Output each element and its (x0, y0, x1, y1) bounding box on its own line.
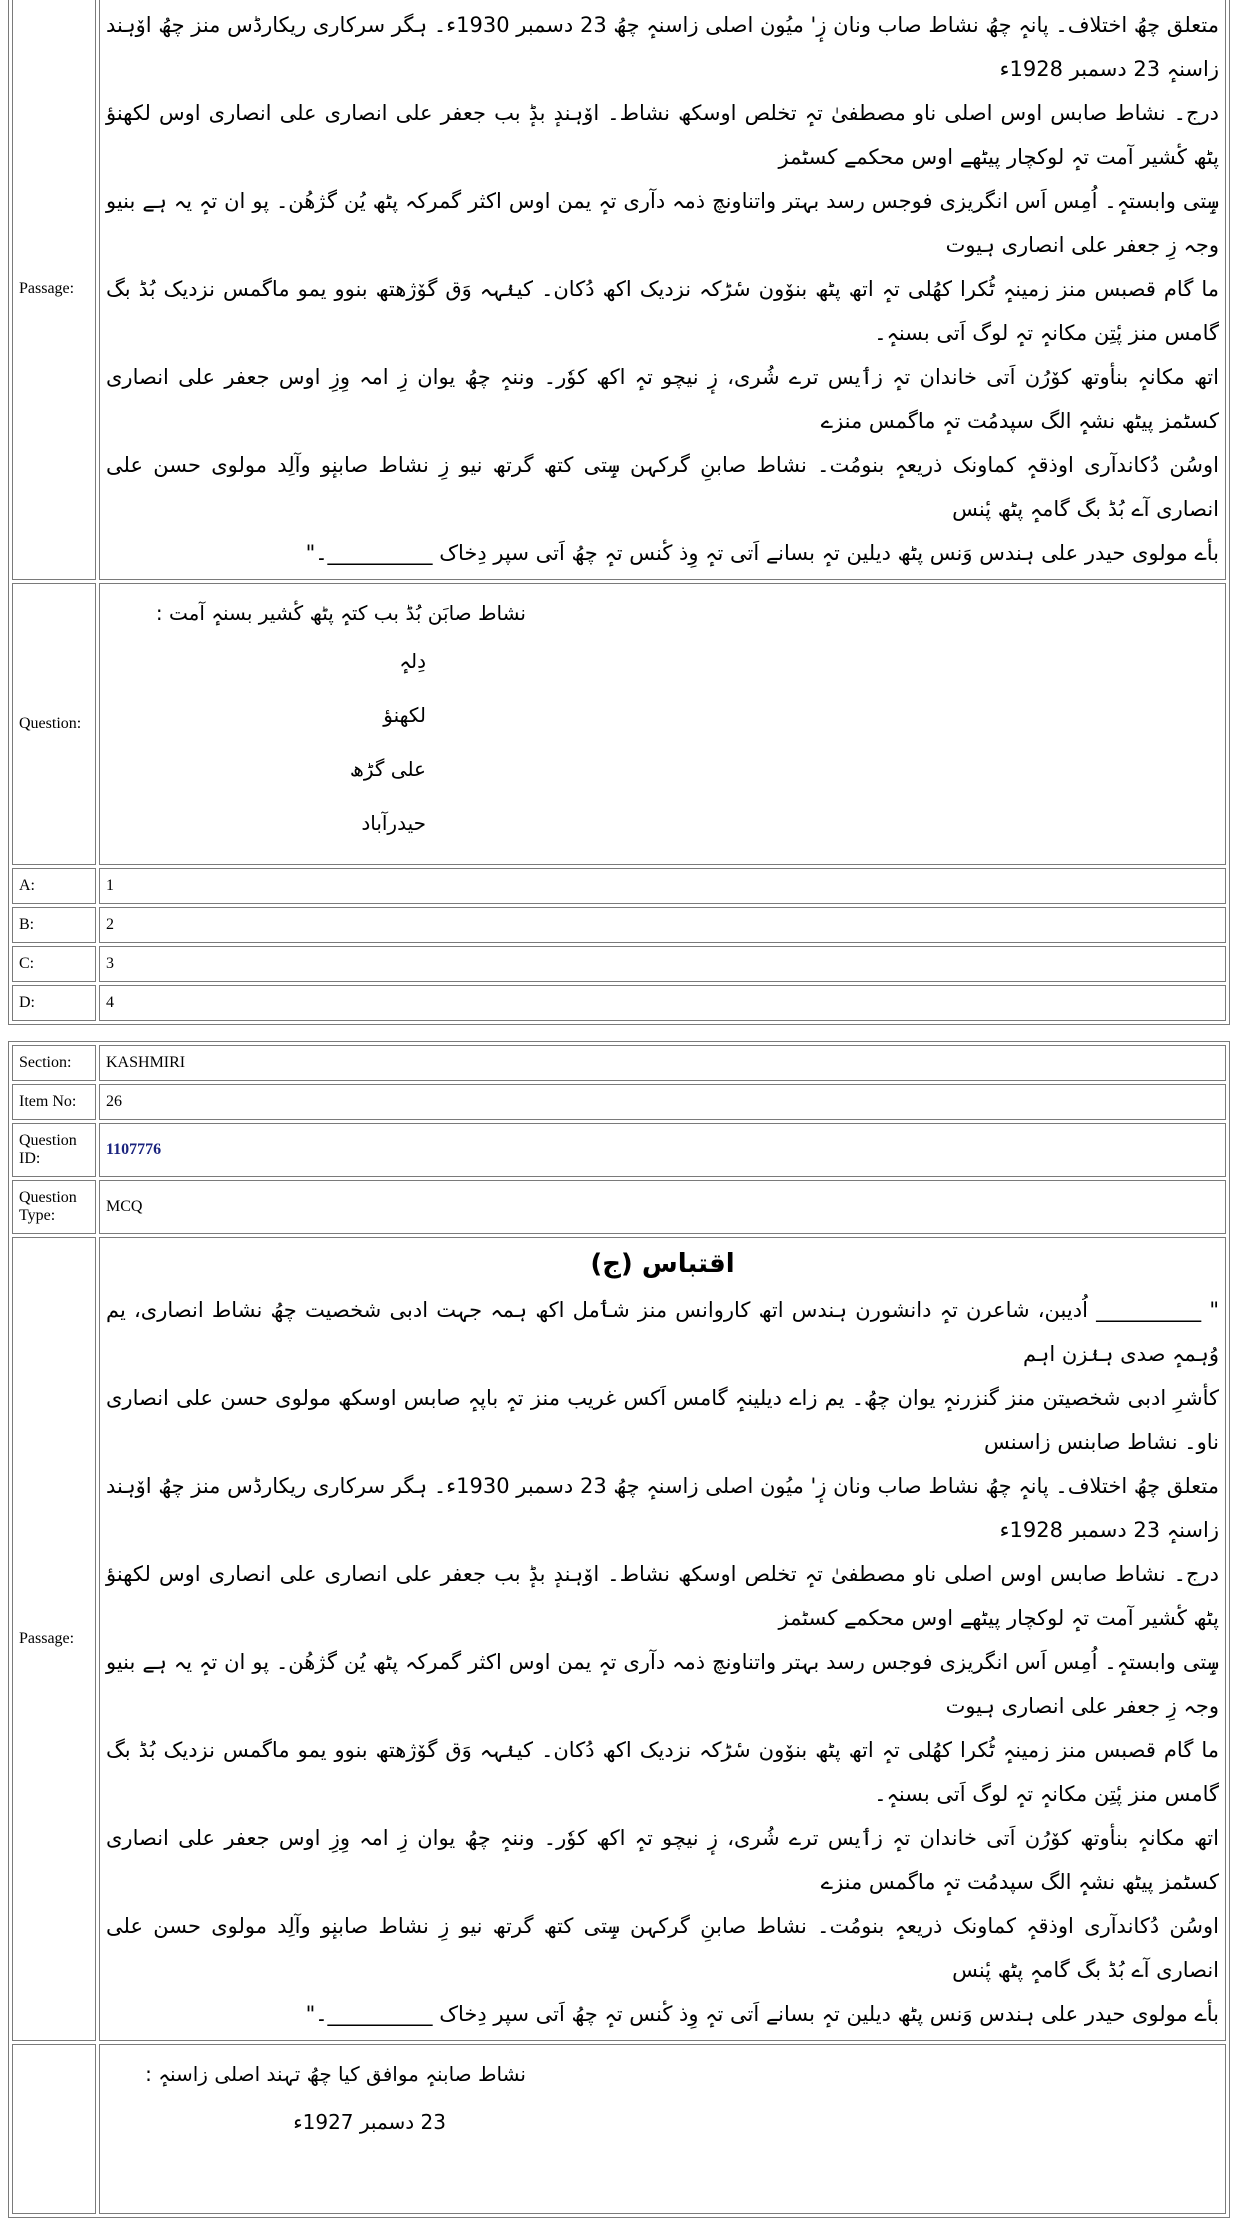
passage-line: بأے مولوی حیدر علی ہندس وَنس پٹھ دیلین تہٕ بسانے اَتی تہٕ وِذ کٔنس تہٕ چھُ اَتی سپر دِخاک __________۔" (305, 2002, 1219, 2026)
question-block-2 (8, 1041, 1230, 2218)
answer-value-c: 3 (99, 946, 1226, 982)
answer-value-b: 2 (99, 907, 1226, 943)
passage-line: درج۔ نشاط صابس اوس اصلی ناو مصطفیٰ تہٕ تخلص اوسکھ نشاط۔ اوٚہندٕ بڈٕ بب جعفر علی انصاری علی انصاری اوس لکھنؤ پٹھ کٔشیر آمت تہٕ لوکچار پیٹھے اوس محکمے کسٹمز (106, 101, 1219, 169)
passage-label: Passage: (12, 1237, 96, 2041)
passage-line: بأے مولوی حیدر علی ہندس وَنس پٹھ دیلین تہٕ بسانے اَتی تہٕ وِذ کٔنس تہٕ چھُ اَتی سپر دِخاک __________۔" (305, 541, 1219, 565)
question-option: 23 دسمبر 1927ء (293, 2110, 446, 2134)
passage-line: " __________ اُدیبن، شاعرن تہٕ دانشورن ہندس اتھ کاروانس منز شٲمل اکھ ہمہ جہت ادبی شخصیت چھُ نشاط انصاری، یم وُہمہٕ صدی ہنٛزن اہم (106, 1298, 1219, 1366)
passage-line: ما گام قصبس منز زمینہٕ ٹُکرا کھُلی تہٕ اتھ پٹھ بنوٚون سٔڑکہ نزدیک اکھ دُکان۔ کینٛہہ وَق گوٚژھتھ بنوو یمو ماگمس نزدیک بُڈ بگ گامس منز پٔتِن مکانہٕ تہٕ لوگ اَتی بسنہٕ۔ (106, 277, 1219, 345)
item-no-row (12, 1084, 1226, 1120)
section-value: KASHMIRI (99, 1045, 1226, 1081)
question-text: نشاط صابنہٕ موافق کیا چھُ تہند اصلی زاسنہٕ : (145, 2062, 526, 2086)
question-label: Question: (12, 583, 96, 865)
passage-line: اوسُن دُکاندآری اوذقہٕ کماونک ذریعہٕ بنومُت۔ نشاط صابنِ گرکہن سٟتی کتھ گرتھ نیو زِ نشاط صابنٕو وآلِد مولوی حسن علی انصاری آے بُڈ بگ گامہٕ پٹھ پٔنس (106, 453, 1219, 521)
question-label-empty (12, 2044, 96, 2214)
answer-row-d (12, 985, 1226, 1021)
document-page (8, 0, 1232, 2218)
item-no-label: Item No: (12, 1084, 96, 1120)
passage-row (12, 0, 1226, 580)
answer-label-a: A: (12, 868, 96, 904)
passage-text (99, 1237, 1226, 2041)
passage-line: درج۔ نشاط صابس اوس اصلی ناو مصطفیٰ تہٕ تخلص اوسکھ نشاط۔ اوٚہندٕ بڈٕ بب جعفر علی انصاری علی انصاری اوس لکھنؤ پٹھ کٔشیر آمت تہٕ لوکچار پیٹھے اوس محکمے کسٹمز (106, 1562, 1219, 1630)
section-label: Section: (12, 1045, 96, 1081)
answer-row-b (12, 907, 1226, 943)
answer-label-d: D: (12, 985, 96, 1021)
question-id-row (12, 1123, 1226, 1177)
question-type-label: Question Type: (12, 1180, 96, 1234)
answer-value-d: 4 (99, 985, 1226, 1021)
question-id-value: 1107776 (99, 1123, 1226, 1177)
passage-line: سٟتی وابستہٕ۔ اُمِس اَس انگریزی فوجس رسد بہتر واتناونچ ذمہ دآری تہٕ یمن اوس اکثر گمرکہ پٹھ یُن گژھُن۔ پو ان تہٕ یہ ہے بنیو وجہ زِ جعفر علی انصاری ہیوت (106, 189, 1219, 257)
question-content (99, 583, 1226, 865)
answer-label-c: C: (12, 946, 96, 982)
answer-row-c (12, 946, 1226, 982)
question-text: نشاط صابَن بُڈ بب کتہٕ پٹھ کٔشیر بسنہٕ آمت : (155, 601, 526, 625)
passage-text (99, 0, 1226, 580)
answer-value-a: 1 (99, 868, 1226, 904)
section-row (12, 1045, 1226, 1081)
passage-line: اوسُن دُکاندآری اوذقہٕ کماونک ذریعہٕ بنومُت۔ نشاط صابنِ گرکہن سٟتی کتھ گرتھ نیو زِ نشاط صابنٕو وآلِد مولوی حسن علی انصاری آے بُڈ بگ گامہٕ پٹھ پٔنس (106, 1914, 1219, 1982)
question-options (106, 2095, 526, 2149)
answer-label-b: B: (12, 907, 96, 943)
question-option: حیدرآباد (361, 811, 426, 835)
passage-line: ما گام قصبس منز زمینہٕ ٹُکرا کھُلی تہٕ اتھ پٹھ بنوٚون سٔڑکہ نزدیک اکھ دُکان۔ کینٛہہ وَق گوٚژھتھ بنوو یمو ماگمس نزدیک بُڈ بگ گامس منز پٔتِن مکانہٕ تہٕ لوگ اَتی بسنہٕ۔ (106, 1738, 1219, 1806)
passage-line: متعلق چھُ اختلاف۔ پانہٕ چھُ نشاط صاب ونان زٕ' میُون اصلی زاسنہٕ چھُ 23 دسمبر 1930ء۔ ہگر سرکاری ریکارڈس منز چھُ اوٚہند زاسنہٕ 23 دسمبر 1928ء (106, 13, 1219, 81)
question-type-value: MCQ (99, 1180, 1226, 1234)
question-block-1 (8, 0, 1230, 1025)
item-no-value: 26 (99, 1084, 1226, 1120)
passage-line: متعلق چھُ اختلاف۔ پانہٕ چھُ نشاط صاب ونان زٕ' میُون اصلی زاسنہٕ چھُ 23 دسمبر 1930ء۔ ہگر سرکاری ریکارڈس منز چھُ اوٚہند زاسنہٕ 23 دسمبر 1928ء (106, 1474, 1219, 1542)
question-option: لکھنؤ (383, 703, 426, 727)
question-row (12, 2044, 1226, 2214)
passage-line: سٟتی وابستہٕ۔ اُمِس اَس انگریزی فوجس رسد بہتر واتناونچ ذمہ دآری تہٕ یمن اوس اکثر گمرکہ پٹھ یُن گژھُن۔ پو ان تہٕ یہ ہے بنیو وجہ زِ جعفر علی انصاری ہیوت (106, 1650, 1219, 1718)
question-options (106, 634, 526, 850)
answer-row-a (12, 868, 1226, 904)
passage-title: اقتباس (ج) (590, 1249, 735, 1279)
passage-row (12, 1237, 1226, 2041)
passage-line: اتھ مکانہٕ بنأوتھ کوٚرُن اَتی خاندان تہٕ زٲیس ترے شُری، زٕ نیچو تہٕ اکھ کوٗر۔ وننہٕ چھُ یوان زِ امہ وِزِ اوس جعفر علی انصاری کسٹمز پیٹھ نشہٕ الگ سپدمُت تہٕ ماگمس منزے (106, 1826, 1219, 1894)
passage-line: کأشرِ ادبی شخصیتن منز گنزرنہٕ یوان چھُ۔ یم زاے دیلینہٕ گامس اَکس غریب منز تہٕ باپہٕ صابس اوسکھ مولوی حسن علی انصاری ناو۔ نشاط صابنس زاسنس (106, 1386, 1219, 1454)
question-option: علی گڑھ (349, 757, 426, 781)
question-content (99, 2044, 1226, 2214)
passage-label: Passage: (12, 0, 96, 580)
question-row (12, 583, 1226, 865)
question-id-label: Question ID: (12, 1123, 96, 1177)
question-option: دِلہٕ (399, 649, 426, 673)
question-type-row (12, 1180, 1226, 1234)
passage-line: اتھ مکانہٕ بنأوتھ کوٚرُن اَتی خاندان تہٕ زٲیس ترے شُری، زٕ نیچو تہٕ اکھ کوٗر۔ وننہٕ چھُ یوان زِ امہ وِزِ اوس جعفر علی انصاری کسٹمز پیٹھ نشہٕ الگ سپدمُت تہٕ ماگمس منزے (106, 365, 1219, 433)
